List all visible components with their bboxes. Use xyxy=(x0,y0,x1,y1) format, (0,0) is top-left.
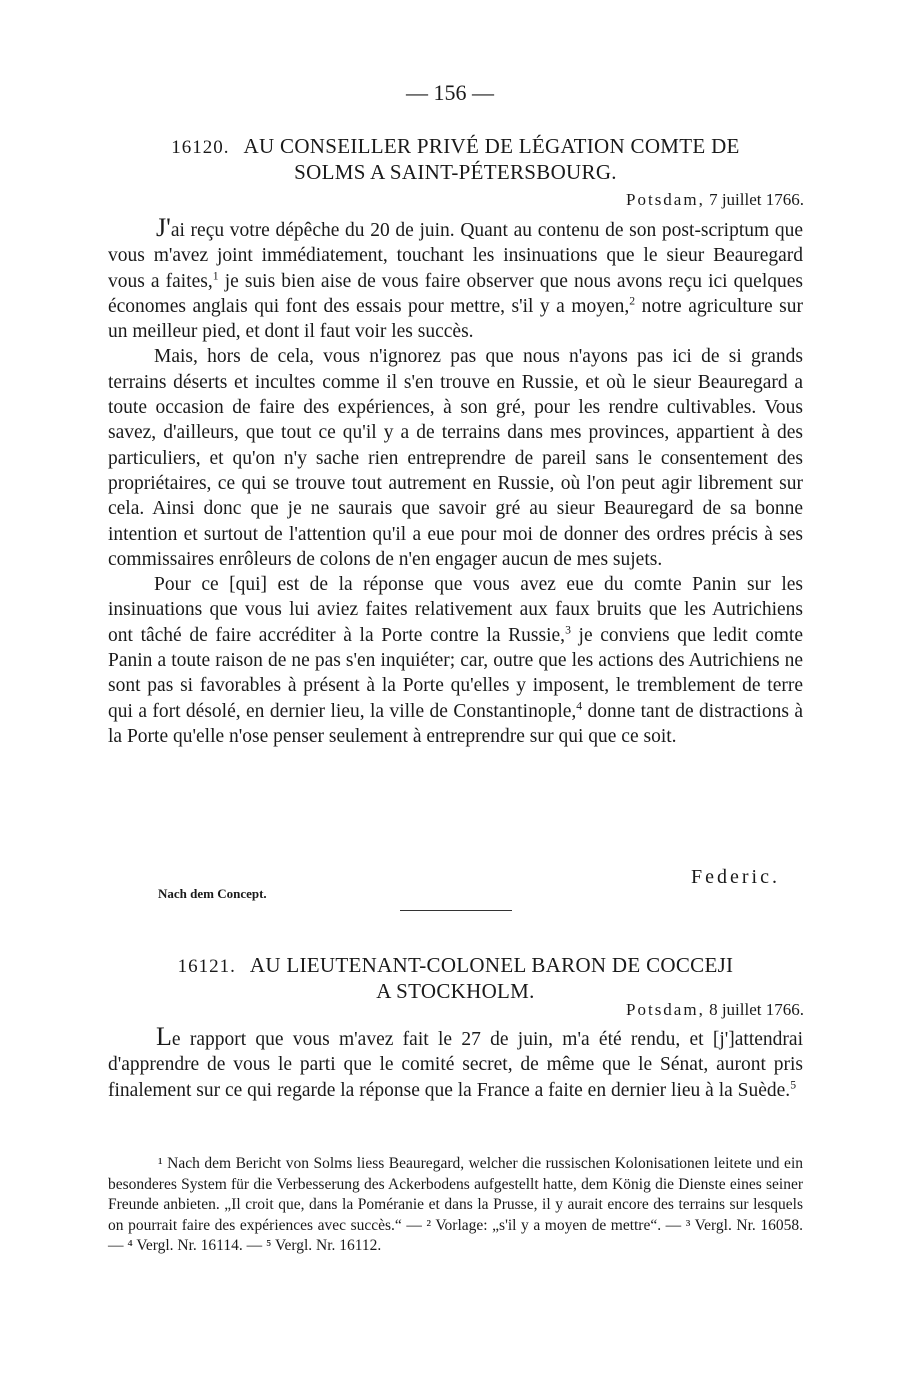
letter-dateline xyxy=(626,1000,804,1020)
paragraph: J'ai reçu votre dépêche du 20 de juin. Quant au contenu de son post-scriptum que vous m'avez joint immédiatement, touchant les insinuations que le sieur Beauregard vous a faites,$^1$ je suis bien aise de vous faire observer que nous avons reçu ici quelques économes anglais qui font des essais pour mettre, s'il y a moyen,$^2$ notre agriculture sur un meilleur pied, et dont il faut voir les succès. xyxy=(108,213,803,343)
letter-heading xyxy=(108,953,803,1004)
footnotes xyxy=(108,1154,803,1257)
letter-heading-line1 xyxy=(108,953,803,979)
letter-number: 16120. xyxy=(171,137,230,158)
footnote-ref: 5 xyxy=(790,1078,797,1092)
letter-place: Potsdam, xyxy=(626,190,705,209)
letter-title: AU LIEUTENANT-COLONEL BARON DE COCCEJI xyxy=(249,953,734,977)
footnote-text: ¹ Nach dem Bericht von Solms liess Beauregard, welcher die russischen Kolonisationen leitete und ein besonderes System für die Verbesserung des Ackerbodens aufgestellt hatte, dem König die Dienste eines seiner Freunde anbieten. „Il croit que, dans la Poméranie et dans la Prusse, il y aurait encore des terrains sur lesquels on pourrait faire des expériences avec succès.“ — ² Vorlage: „s'il y a moyen de mettre“. — ³ Vergl. Nr. 16058. — ⁴ Vergl. Nr. 16114. — ⁵ Vergl. Nr. 16112. xyxy=(108,1155,803,1254)
letter-title-line2: SOLMS A SAINT-PÉTERSBOURG. xyxy=(294,160,617,184)
source-note: Nach dem Concept. xyxy=(158,886,267,901)
letter-heading xyxy=(108,134,803,185)
letter-title-line2: A STOCKHOLM. xyxy=(376,979,535,1003)
signature: Federic. xyxy=(691,866,780,888)
paragraph: Pour ce [qui] est de la réponse que vous avez eue du comte Panin sur les insinuations que vous lui aviez faites relativement aux faux bruits que les Autrichiens ont tâché de faire accréditer à la Porte contre la Russie,$^3$ je conviens que ledit comte Panin a toute raison de ne pas s'en inquiéter; car, outre que les actions des Autrichiens ne sont pas si favorables à présent à la Porte qu'elles y imposent, le tremblement de terre qui a fort désolé, en dernier lieu, la ville de Constantinople,$^4$ donne tant de distractions à la Porte qu'elle n'ose penser seulement à entreprendre sur qui que ce soit. xyxy=(108,574,803,747)
letter-date: 8 juillet 1766. xyxy=(709,1000,804,1019)
letter-heading-line1 xyxy=(108,134,803,160)
letter-body xyxy=(108,215,803,749)
footnote-ref: 2 xyxy=(629,294,636,308)
letter-date: 7 juillet 1766. xyxy=(709,190,804,209)
paragraph: Mais, hors de cela, vous n'ignorez pas que nous n'ayons pas ici de si grands terrains déserts et incultes comme il s'en trouve en Russie, et où le sieur Beauregard a toute occasion de faire des expériences, à son gré, pour les rendre cultivables. Vous savez, d'ailleurs, que tout ce qu'il y a de terrains dans mes provinces, appartient à des particuliers, et qu'on n'y sache rien entreprendre de pareil sans le consentement des propriétaires, ce qui se trouve tout autrement en Russie, où l'on peut agir librement sur cela. Ainsi donc que je ne saurais que savoir gré au sieur Beauregard de sa bonne intention et surtout de l'attention qu'il a eue pour moi de donner des ordres précis à ses commissaires enrôleurs de colons de n'en engager aucun de mes sujets. xyxy=(108,346,803,570)
footnote-ref: 1 xyxy=(212,269,219,283)
letter-dateline xyxy=(626,190,804,210)
page-number: — 156 — xyxy=(406,80,494,105)
footnote-ref: 4 xyxy=(576,699,583,713)
letter-body xyxy=(108,1024,803,1103)
paragraph: Le rapport que vous m'avez fait le 27 de juin, m'a été rendu, et [j']attendrai d'apprendre de vous le parti que le comité secret, de même que le Sénat, auront pris finalement sur ce qui regarde la réponse que la France a faite en dernier lieu à la Suède.$^5$ xyxy=(108,1022,803,1101)
footnote-ref: 3 xyxy=(565,623,571,637)
letter-number: 16121. xyxy=(177,956,236,977)
letter-place: Potsdam, xyxy=(626,1000,705,1019)
section-divider xyxy=(400,910,512,911)
letter-title: AU CONSEILLER PRIVÉ DE LÉGATION COMTE DE xyxy=(243,134,740,158)
